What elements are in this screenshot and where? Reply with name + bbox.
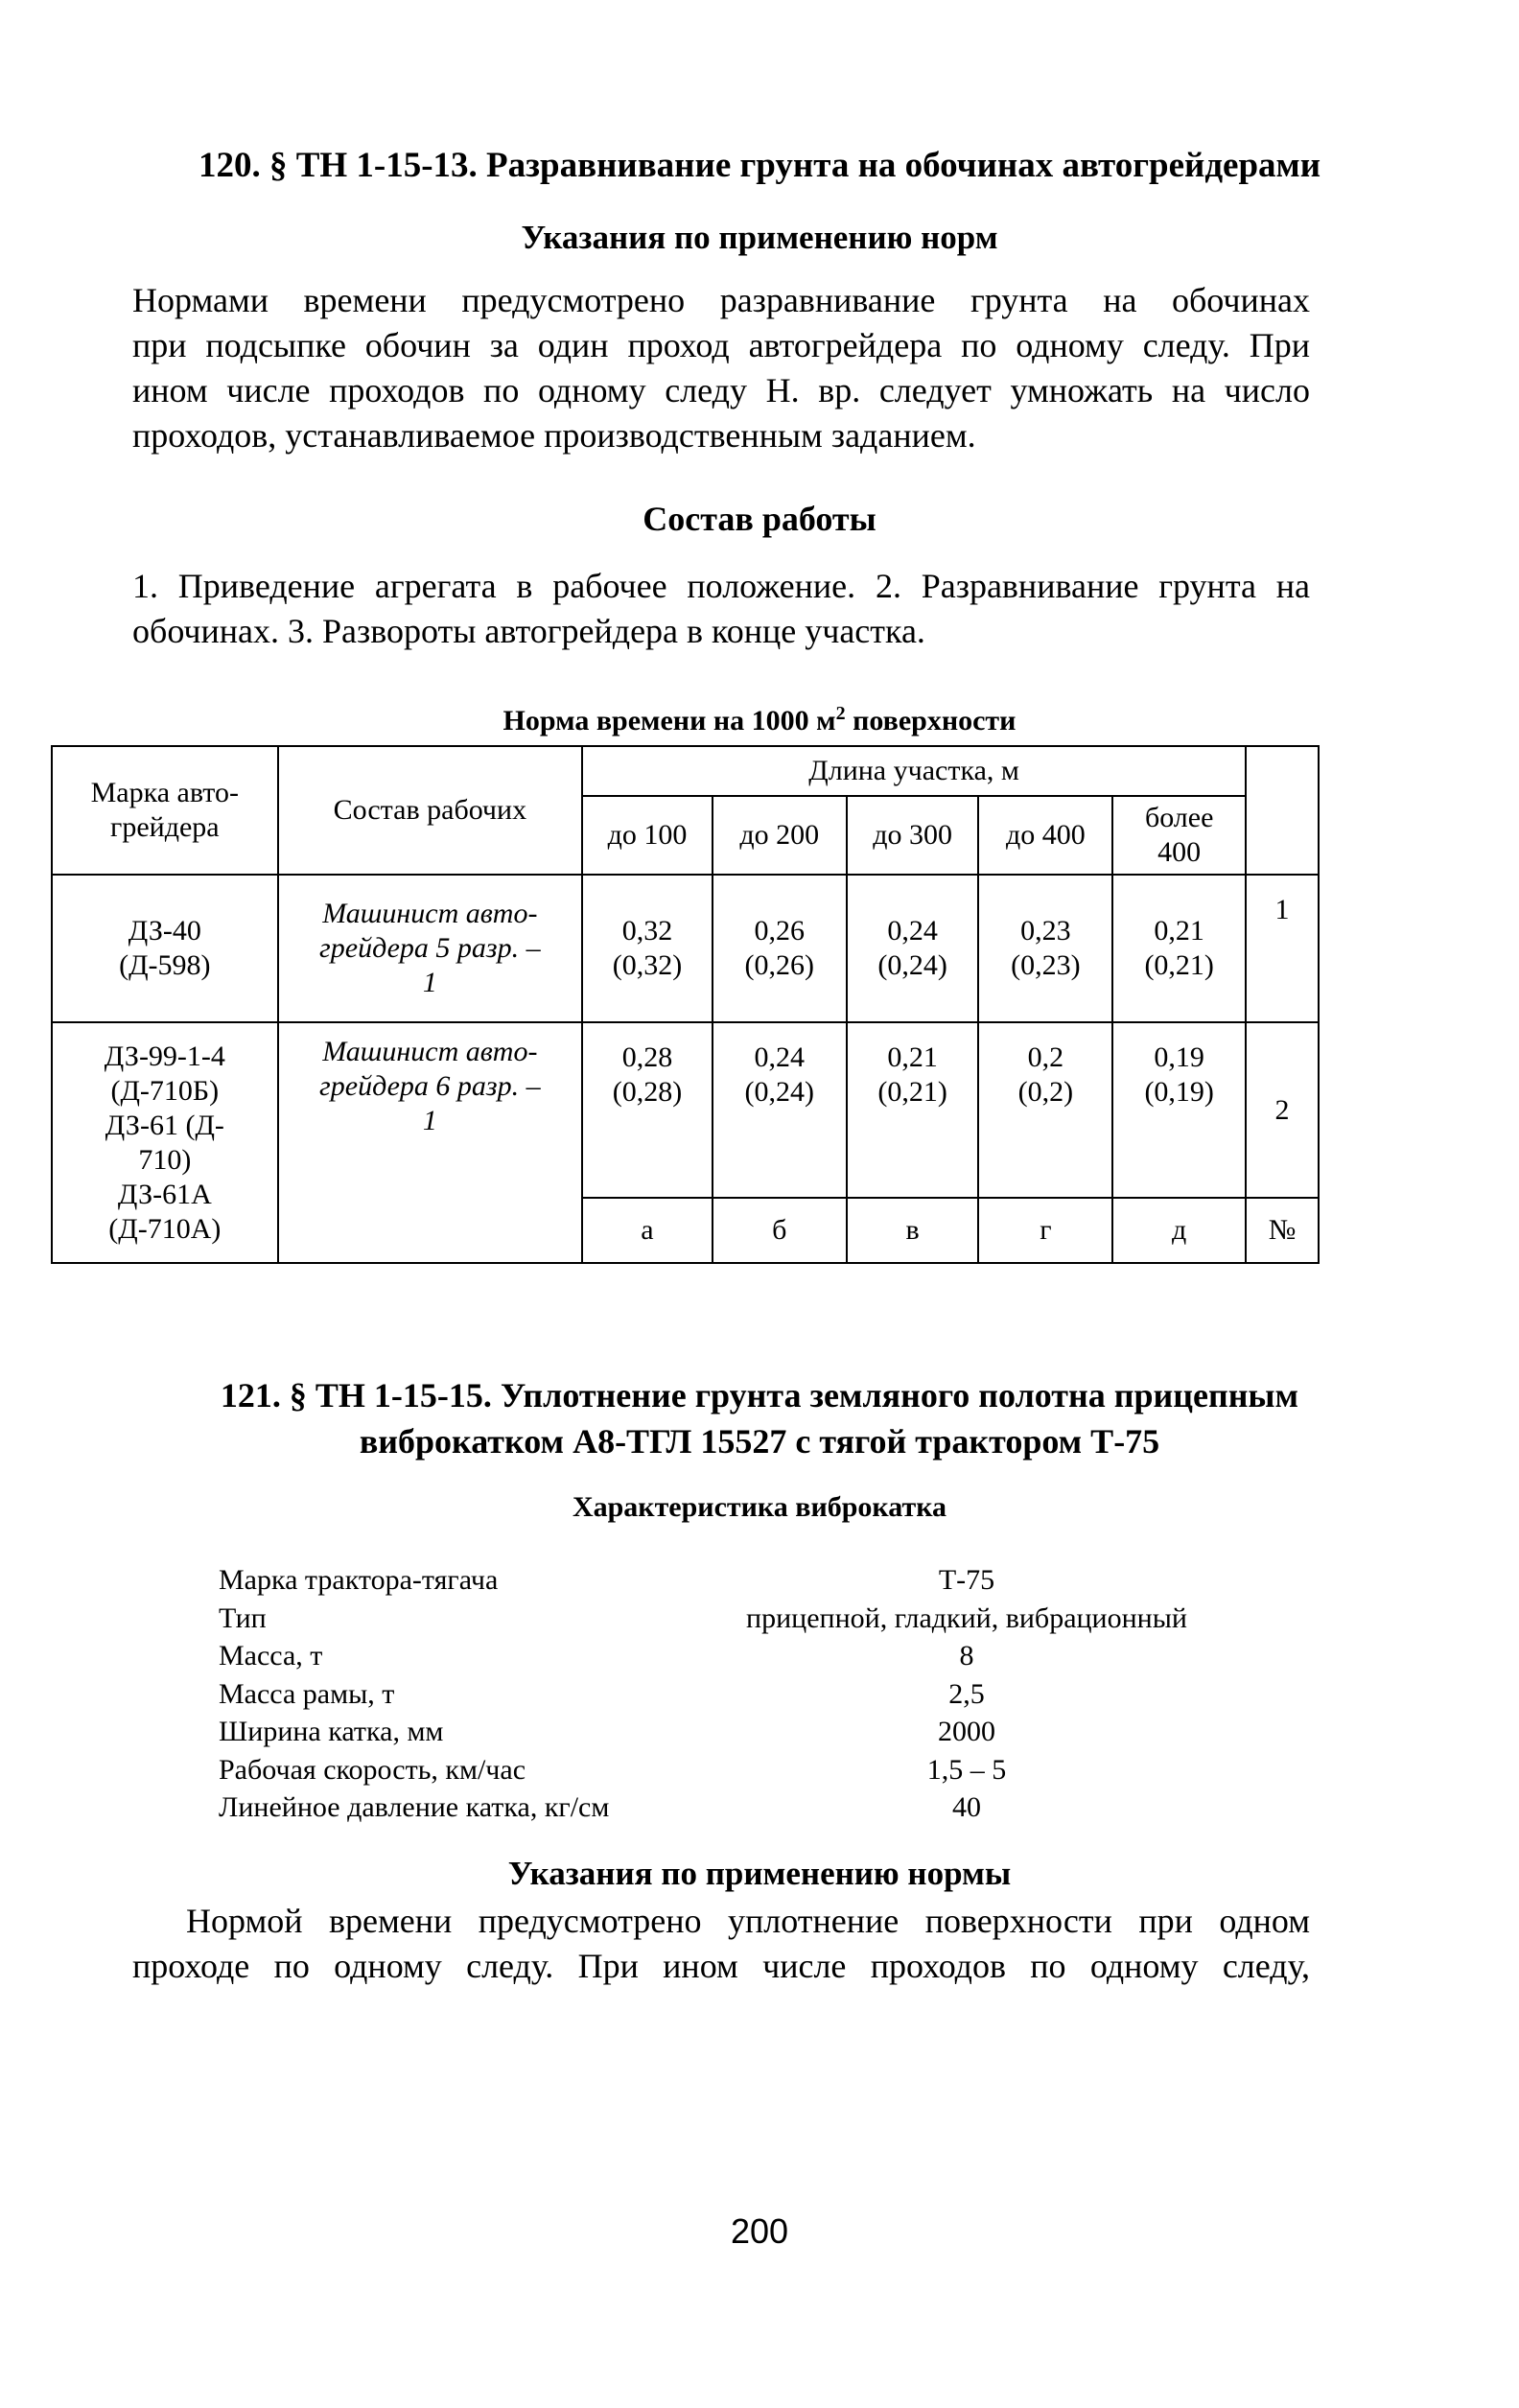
spec-value: 2000 [938, 1716, 995, 1747]
crew-line: 1 [422, 1105, 437, 1136]
value-alt: (0,24) [744, 1076, 815, 1108]
header-length-300: до 300 [847, 796, 979, 875]
index-letter: г [978, 1198, 1112, 1263]
spec-row [219, 1751, 1312, 1789]
cell-row-number: 1 [1246, 875, 1319, 1022]
value: 0,26 [754, 915, 806, 947]
header-length-over-400: более 400 [1112, 796, 1246, 875]
spec-label: Линейное давление катка, кг/см [219, 1791, 610, 1823]
value-alt: (0,32) [612, 949, 683, 981]
index-letter: а [582, 1198, 713, 1263]
cell-value [978, 875, 1112, 1022]
text-line: при подсыпке обочин за один проход автогрейдера по одному следу. При [132, 326, 1310, 364]
value-alt: (0,19) [1144, 1076, 1214, 1108]
text-line: 1. Приведение агрегата в рабочее положение. 2. Разравнивание грунта на [132, 567, 1310, 605]
spec-row [219, 1788, 1312, 1827]
brand-line: 710) [138, 1143, 192, 1176]
brand-line: (Д-710А) [108, 1212, 222, 1245]
value: 0,32 [621, 915, 673, 947]
section-120-instructions-heading: Указания по применению норм [521, 219, 998, 256]
spec-list [219, 1561, 1312, 1827]
table-row [52, 875, 1319, 1022]
header-length: Длина участка, м [582, 746, 1246, 796]
value: 0,24 [754, 1041, 806, 1073]
brand-line: ДЗ-61А [117, 1178, 212, 1210]
value-alt: (0,28) [612, 1076, 683, 1108]
cell-value [847, 875, 979, 1022]
spec-row [219, 1713, 1312, 1751]
cell-value [582, 1022, 713, 1198]
section-121-title-line2: виброкатком А8-ТГЛ 15527 с тягой трактором Т-75 [359, 1422, 1160, 1461]
text-line: обочинах. 3. Развороты автогрейдера в конце участка. [132, 612, 925, 650]
cell-value [713, 875, 847, 1022]
spec-row [219, 1561, 1312, 1600]
spec-label: Масса рамы, т [219, 1677, 395, 1710]
cell-value [582, 875, 713, 1022]
cell-value [713, 1022, 847, 1198]
value: 0,2 [1027, 1041, 1064, 1073]
value-alt: (0,23) [1011, 949, 1081, 981]
value-alt: (0,21) [1144, 949, 1214, 981]
table-row [52, 1022, 1319, 1198]
cell-value [1112, 1022, 1246, 1198]
brand-line: ДЗ-61 (Д- [105, 1109, 224, 1141]
crew-line: Машинист авто- [322, 1036, 538, 1067]
section-120-work-heading: Состав работы [643, 500, 876, 538]
cell-value [1112, 875, 1246, 1022]
spec-value: 2,5 [948, 1677, 985, 1710]
value-alt: (0,21) [877, 1076, 947, 1108]
value: 0,24 [887, 915, 938, 947]
spec-value: 8 [959, 1640, 974, 1672]
spec-label: Тип [219, 1601, 267, 1634]
page-number: 200 [730, 2211, 789, 2251]
section-120-title: 120. § ТН 1-15-13. Разравнивание грунта на обочинах автогрейдерами [198, 146, 1321, 185]
header-crew: Состав рабочих [278, 746, 582, 875]
value-alt: (0,24) [877, 949, 947, 981]
time-norm-table [51, 745, 1320, 1264]
spec-label: Рабочая скорость, км/час [219, 1753, 526, 1786]
spec-row [219, 1600, 1312, 1638]
text-line: проходе по одному следу. При ином числе проходов по одному следу, [132, 1947, 1310, 1985]
spec-label: Масса, т [219, 1640, 323, 1672]
section-121-instructions-heading: Указания по применению нормы [507, 1855, 1012, 1892]
cell-crew [278, 875, 582, 1022]
header-length-200: до 200 [713, 796, 847, 875]
crew-line: грейдера 5 разр. – [319, 932, 541, 964]
text-line: Нормами времени предусмотрено разравнивание грунта на обочинах [132, 281, 1310, 319]
table-caption [0, 695, 1519, 739]
spec-row [219, 1675, 1312, 1714]
cell-row-number: 2 [1246, 1022, 1319, 1198]
value: 0,21 [1154, 915, 1204, 947]
table-caption-superscript: 2 [835, 703, 846, 724]
crew-line: Машинист авто- [322, 898, 538, 929]
section-121-title-line1: 121. § ТН 1-15-15. Уплотнение грунта земляного полотна прицепным [220, 1376, 1299, 1414]
brand-line: ДЗ-99-1-4 [104, 1040, 225, 1072]
value: 0,19 [1154, 1041, 1204, 1073]
crew-line: грейдера 6 разр. – [319, 1070, 541, 1102]
section-121-instructions-text [132, 1899, 1310, 1989]
value-alt: (0,26) [744, 949, 815, 981]
section-120-work-text [132, 564, 1310, 654]
value: 0,28 [621, 1041, 673, 1073]
value: 0,21 [887, 1041, 938, 1073]
cell-brand [52, 875, 278, 1022]
cell-brand [52, 1022, 278, 1263]
table-caption-text: Норма времени на 1000 м [502, 705, 836, 736]
spec-heading: Характеристика виброкатка [572, 1491, 947, 1523]
brand-line: ДЗ-40 [128, 915, 201, 947]
table-caption-tail: поверхности [845, 705, 1017, 736]
cell-value [978, 1022, 1112, 1198]
brand-line: (Д-598) [119, 949, 211, 981]
spec-value: 40 [952, 1791, 981, 1823]
index-number-sign: № [1246, 1198, 1319, 1263]
value-alt: (0,2) [1017, 1076, 1074, 1108]
cell-value [847, 1022, 979, 1198]
header-brand: Марка авто- грейдера [52, 746, 278, 875]
text-line: ином числе проходов по одному следу Н. вр. следует умножать на число [132, 371, 1310, 409]
text-line: Нормой времени предусмотрено уплотнение поверхности при одном [186, 1902, 1310, 1940]
index-letter: в [847, 1198, 979, 1263]
index-letter: д [1112, 1198, 1246, 1263]
spec-label: Марка трактора-тягача [219, 1564, 499, 1596]
crew-line: 1 [422, 967, 437, 998]
header-empty [1246, 746, 1319, 875]
value: 0,23 [1020, 915, 1071, 947]
spec-value: прицепной, гладкий, вибрационный [746, 1601, 1187, 1634]
header-length-100: до 100 [582, 796, 713, 875]
brand-line: (Д-710Б) [110, 1074, 220, 1107]
section-120-instructions-text [132, 278, 1310, 458]
cell-crew [278, 1022, 582, 1263]
spec-value: 1,5 – 5 [926, 1753, 1007, 1786]
text-line: проходов, устанавливаемое производственным заданием. [132, 416, 976, 455]
spec-value: Т-75 [938, 1564, 995, 1596]
spec-label: Ширина катка, мм [219, 1716, 444, 1747]
header-length-400: до 400 [978, 796, 1112, 875]
index-letter: б [713, 1198, 847, 1263]
spec-row [219, 1637, 1312, 1675]
